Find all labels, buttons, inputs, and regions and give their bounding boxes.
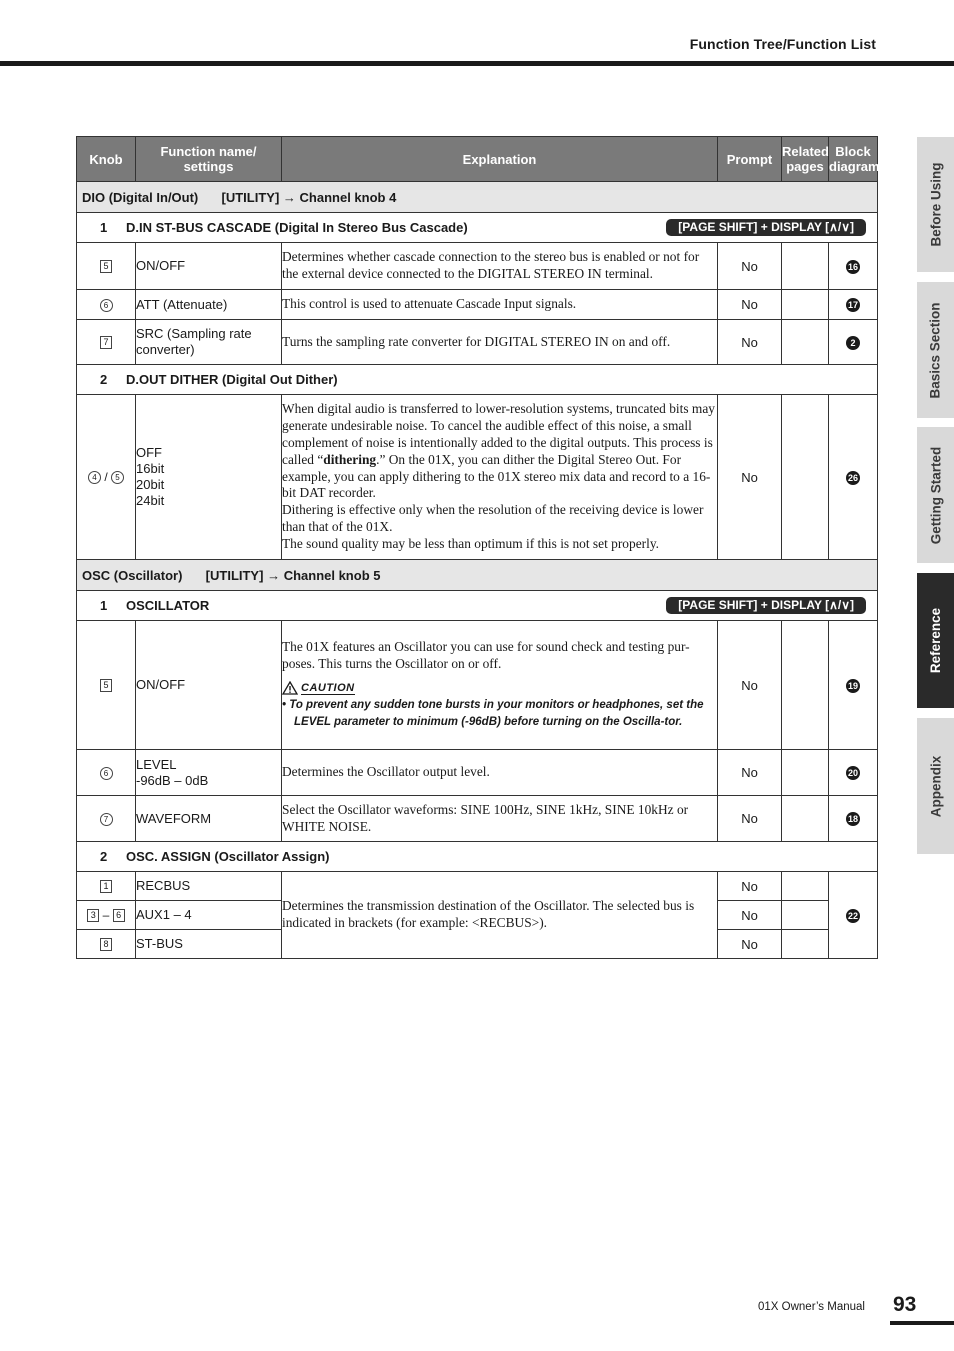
table-row: [77, 243, 878, 290]
tab-basics-section[interactable]: Basics Section: [917, 282, 954, 418]
subsection-title: OSC. ASSIGN (Oscillator Assign): [126, 849, 330, 864]
related-pages: [782, 395, 829, 560]
function-name: AUX1 – 4: [136, 901, 282, 930]
caution-label: CAUTION: [301, 681, 355, 694]
table-row: [77, 872, 878, 901]
subsection-row: [77, 591, 878, 621]
block-diagram-ref-icon: 26: [847, 472, 858, 483]
knob-number-icon: 4: [88, 471, 101, 484]
col-knob: Knob: [77, 137, 136, 182]
col-related-pages: Related pages: [782, 137, 829, 182]
section-path-utility: [UTILITY]: [221, 189, 280, 205]
col-prompt: Prompt: [718, 137, 782, 182]
section-row-dio: [77, 182, 878, 213]
block-diagram-ref-icon: 17: [847, 300, 858, 311]
block-diagram-ref-icon: 19: [847, 680, 858, 691]
setting-option: 20bit: [136, 477, 165, 492]
explanation: Determines the transmission destination of the Oscillator. The selected bus is indicated in brackets (for example: <RECBUS>).: [282, 872, 718, 959]
subsection-number: 2: [100, 372, 108, 387]
table-row: [77, 796, 878, 842]
prompt-value: No: [718, 901, 782, 930]
block-diagram-ref-icon: 18: [847, 814, 858, 825]
knob-number-icon: 8: [100, 938, 112, 951]
prompt-value: No: [718, 290, 782, 320]
function-name: WAVEFORM: [136, 796, 282, 842]
subsection-row: [77, 842, 878, 872]
block-diagram-ref-icon: 16: [847, 261, 858, 272]
tab-getting-started[interactable]: Getting Started: [917, 427, 954, 563]
knob-number-icon: 6: [113, 909, 125, 922]
table-row: [77, 621, 878, 750]
prompt-value: No: [718, 750, 782, 796]
warning-triangle-icon: [282, 681, 298, 695]
explanation: Turns the sampling rate converter for DIGITAL STEREO IN on and off.: [282, 320, 718, 365]
caution-text: • To prevent any sudden tone bursts in your monitors or headphones, set the LEVEL parameter to minimum (-96dB) before turning on the Oscilla-tor.: [282, 699, 704, 729]
col-explanation: Explanation: [282, 137, 718, 182]
related-pages: [782, 243, 829, 290]
setting-option: 24bit: [136, 493, 165, 508]
col-function: Function name/ settings: [136, 137, 282, 182]
page-number: 93: [893, 1293, 917, 1316]
tab-appendix[interactable]: Appendix: [917, 718, 954, 854]
prompt-value: No: [718, 621, 782, 750]
knob-number-icon: 6: [100, 767, 113, 780]
prompt-value: No: [718, 243, 782, 290]
table-row: [77, 320, 878, 365]
table-header-row: [77, 137, 878, 182]
function-name: ON/OFF: [136, 621, 282, 750]
prompt-value: No: [718, 796, 782, 842]
related-pages: [782, 901, 829, 930]
display-shortcut-badge: [PAGE SHIFT] + DISPLAY [∧/∨]: [666, 219, 866, 236]
function-name: SRC (Sampling rate converter): [136, 320, 282, 365]
setting-option: 16bit: [136, 461, 165, 476]
prompt-value: No: [718, 930, 782, 959]
explanation: When digital audio is transferred to lower-resolution systems, truncated bits may generate undesirable noise. To cancel the audible effect of this noise, a small complement of noise is intentionally added to the digital outputs. This process is called “dithering.” On the 01X, you can dither the Digital Stereo Out. For example, you can apply dithering to the 01X stereo mix data and record to a 16-bit DAT recorder. Dithering is effective only when the resolution of the receiving device is lower than that of the 01X. The sound quality may be less than optimum if this is not set properly.: [282, 395, 718, 560]
knob-number-icon: 7: [100, 336, 112, 349]
running-header-title: Function Tree/Function List: [689, 36, 876, 52]
footer-manual-title: 01X Owner’s Manual: [758, 1301, 865, 1313]
related-pages: [782, 750, 829, 796]
function-list-table: [76, 136, 878, 959]
setting-range: -96dB – 0dB: [136, 772, 209, 788]
knob-number-icon: 7: [100, 813, 113, 826]
display-shortcut-badge: [PAGE SHIFT] + DISPLAY [∧/∨]: [666, 597, 866, 614]
block-diagram-ref-icon: 2: [846, 336, 860, 350]
table-row: [77, 395, 878, 560]
section-path-knob: Channel knob 5: [283, 567, 381, 583]
subsection-number: 1: [100, 598, 108, 613]
subsection-number: 2: [100, 849, 108, 864]
section-path-utility: [UTILITY]: [205, 567, 264, 583]
col-block-diagram: Block diagram: [829, 137, 878, 182]
table-row: [77, 750, 878, 796]
knob-number-icon: 1: [100, 880, 112, 893]
subsection-title: OSCILLATOR: [126, 598, 210, 613]
knob-separator: –: [102, 907, 110, 922]
section-title: DIO (Digital In/Out): [82, 189, 199, 205]
tab-before-using[interactable]: Before Using: [917, 137, 954, 272]
arrow-icon: →: [267, 567, 281, 583]
subsection-number: 1: [100, 220, 108, 235]
knob-separator: /: [104, 469, 108, 484]
related-pages: [782, 320, 829, 365]
function-name: RECBUS: [136, 872, 282, 901]
related-pages: [782, 930, 829, 959]
related-pages: [782, 872, 829, 901]
section-row-osc: [77, 560, 878, 591]
explanation: The 01X features an Oscillator you can use for sound check and testing pur-poses. This turns the Oscillator on or off. CAUTION • To prevent any sudden tone bursts in your monitors or headphones, set the LEVEL parameter to minimum (-96dB) before turning on the Oscilla-tor.: [282, 621, 718, 750]
function-name: ON/OFF: [136, 243, 282, 290]
header-rule: [0, 61, 954, 66]
prompt-value: No: [718, 320, 782, 365]
table-row: [77, 290, 878, 320]
section-path-knob: Channel knob 4: [299, 189, 397, 205]
knob-number-icon: 6: [100, 299, 113, 312]
knob-number-icon: 5: [111, 471, 124, 484]
tab-reference[interactable]: Reference: [917, 573, 954, 708]
footer-rule: [890, 1321, 954, 1325]
subsection-title: D.OUT DITHER (Digital Out Dither): [126, 372, 338, 387]
block-diagram-ref-icon: 22: [847, 910, 858, 921]
subsection-title: D.IN ST-BUS CASCADE (Digital In Stereo Bus Cascade): [126, 220, 468, 235]
related-pages: [782, 621, 829, 750]
related-pages: [782, 796, 829, 842]
section-title: OSC (Oscillator): [82, 567, 183, 583]
explanation: Select the Oscillator waveforms: SINE 100Hz, SINE 1kHz, SINE 10kHz or WHITE NOISE.: [282, 796, 718, 842]
subsection-row: [77, 213, 878, 243]
explanation: Determines whether cascade connection to the stereo bus is enabled or not for the external device connected to the DIGITAL STEREO IN terminal.: [282, 243, 718, 290]
related-pages: [782, 290, 829, 320]
arrow-icon: →: [282, 189, 296, 205]
knob-number-icon: 3: [87, 909, 99, 922]
block-diagram-ref-icon: 20: [847, 768, 858, 779]
prompt-value: No: [718, 395, 782, 560]
function-name: LEVEL: [136, 756, 177, 772]
setting-option: OFF: [136, 445, 162, 460]
explanation: This control is used to attenuate Cascade Input signals.: [282, 290, 718, 320]
prompt-value: No: [718, 872, 782, 901]
explanation: Determines the Oscillator output level.: [282, 750, 718, 796]
subsection-row: [77, 365, 878, 395]
function-name: ATT (Attenuate): [136, 290, 282, 320]
function-name: ST-BUS: [136, 930, 282, 959]
knob-number-icon: 5: [100, 260, 112, 273]
knob-number-icon: 5: [100, 679, 112, 692]
